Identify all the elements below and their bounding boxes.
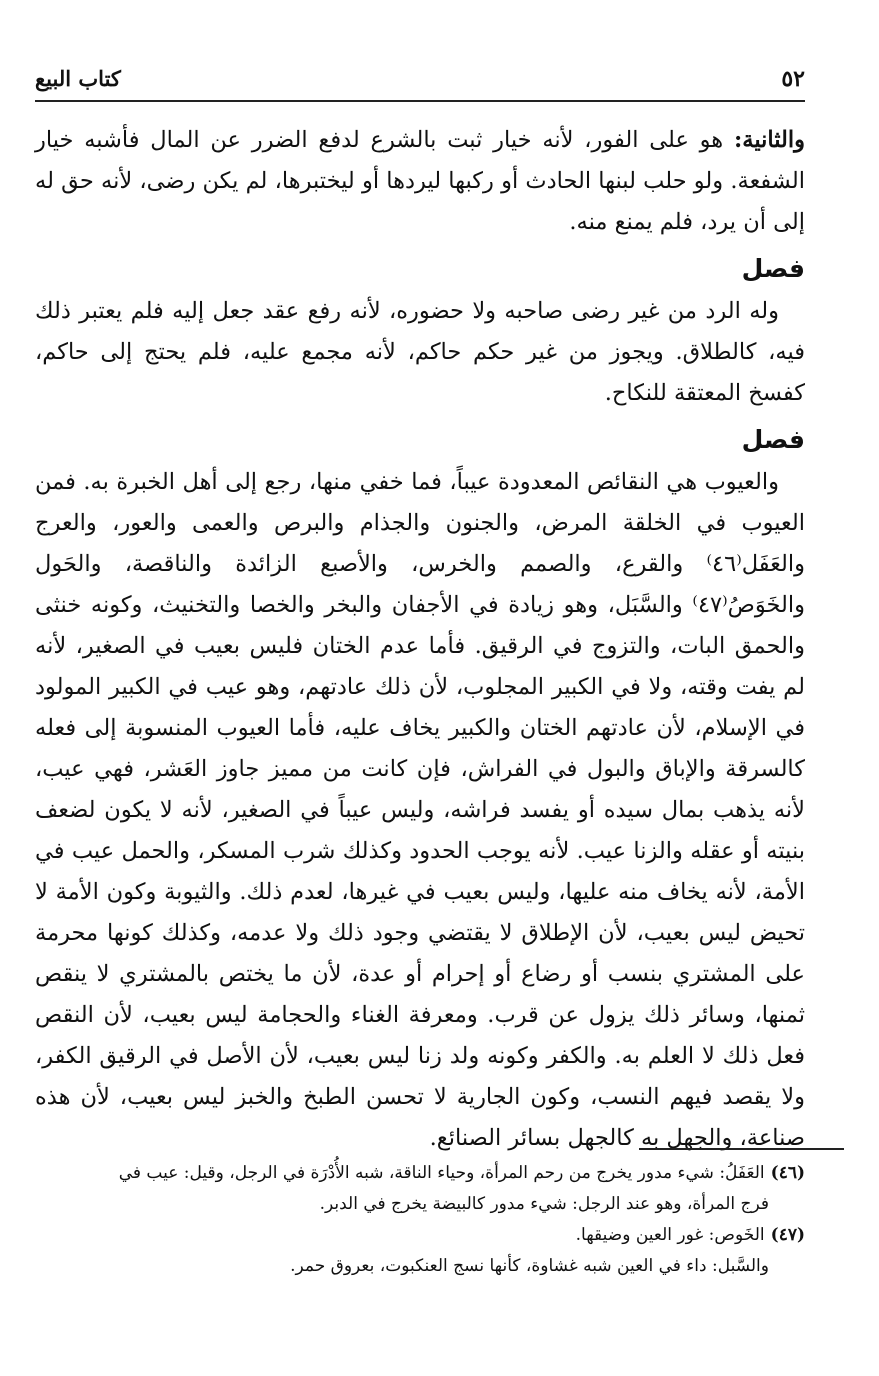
footnote-46-continuation: فرج المرأة، وهو عند الرجل: شيء مدور كالبيضة يخرج في الدبر.	[319, 1194, 769, 1214]
paragraph-1-text: هو على الفور، لأنه خيار ثبت بالشرع لدفع الضرر عن المال فأشبه خيار الشفعة. ولو حلب لبنها الحادث أو ركبها ليردها أو ليختبرها، لم يكن رضى، لأنه حق له إلى أن يرد، فلم يمنع منه.	[35, 127, 805, 235]
footnote-47-text: الخَوص: غور العين وضيقها.	[575, 1225, 765, 1245]
running-title: كتاب البيع	[35, 66, 121, 91]
paragraph-1-lead: والثانية:	[733, 127, 805, 153]
section-1-paragraph: وله الرد من غير رضى صاحبه ولا حضوره، لأنه رفع عقد جعل إليه فلم يعتبر ذلك فيه، كالطلاق. ويجوز من غير حكم حاكم، لأنه مجمع عليه، فلم يحتج إلى حاكم، كفسخ المعتقة للنكاح.	[35, 298, 805, 406]
main-text	[35, 120, 805, 1159]
page-number: ٥٢	[781, 66, 805, 92]
paragraph-1	[35, 120, 805, 243]
section-heading-2: فصل	[741, 425, 805, 454]
footnote-47-number: (٤٧)	[770, 1225, 805, 1245]
footnotes	[35, 1158, 805, 1282]
footnote-46-text: العَفَلُ: شيء مدور يخرج من رحم المرأة، وحياء الناقة، شبه الأُدْرَة في الرجل، وقيل: عيب في	[118, 1163, 765, 1183]
footnote-46	[35, 1158, 805, 1189]
footnote-divider	[639, 1148, 844, 1150]
footnote-46-number: (٤٦)	[770, 1163, 805, 1183]
footnote-47-continuation: والسَّبل: داء في العين شبه غشاوة، كأنها نسج العنكبوت، بعروق حمر.	[290, 1256, 769, 1276]
page-header	[35, 66, 805, 102]
section-heading-1: فصل	[741, 254, 805, 283]
section-2-paragraph: والعيوب هي النقائص المعدودة عيباً، فما خفي منها، رجع إلى أهل الخبرة به. فمن العيوب في الخلقة المرض، والجنون والجذام والبرص والعمى والعور، والعرج والعَفَل⁽٤٦⁾ والقرع، والصمم والخرس، والأصبع الزائدة والناقصة، والحَول والخَوَصُ⁽٤٧⁾ والسَّبَل، وهو زيادة في الأجفان والبخر والخصا والتخنيث، وكونه خنثى والحمق البات، والتزوج في الرقيق. فأما عدم الختان فليس بعيب في الصغير، لأنه لم يفت وقته، ولا في الكبير المجلوب، لأن ذلك عادتهم، وهو عيب في الكبير المولود في الإسلام، لأن عادتهم الختان والكبير يخاف عليه، فأما العيوب المنسوبة إلى فعله كالسرقة والإباق والبول في الفراش، فإن كانت من مميز جاوز العَشر، فهي عيب، لأنه يذهب بمال سيده أو يفسد فراشه، وليس عيباً في الصغير، لأنه لا يكون لضعف بنيته أو عقله والزنا عيب. لأنه يوجب الحدود وكذلك شرب المسكر، والحمل عيب في الأمة، لأنه يخاف منه عليها، وليس بعيب في غيرها، لعدم ذلك. والثيوبة وكون الأمة لا تحيض ليس بعيب، لأن الإطلاق لا يقتضي وجود ذلك ولا عدمه، وكذلك كونها محرمة على المشتري بنسب أو رضاع أو إحرام أو عدة، لأن ما يختص بالمشتري لا ينقص ثمنها، وسائر ذلك يزول عن قرب. ومعرفة الغناء والحجامة ليس بعيب، لأن النقص فعل ذلك لا العلم به. والكفر وكونه ولد زنا ليس بعيب، لأن الأصل في الرقيق الكفر، ولا يقصد فيهم النسب، وكون الجارية لا تحسن الطبخ والخبز ليس بعيب، لأن هذه صناعة، والجهل به كالجهل بسائر الصنائع.	[35, 469, 805, 1151]
footnote-47	[35, 1220, 805, 1251]
